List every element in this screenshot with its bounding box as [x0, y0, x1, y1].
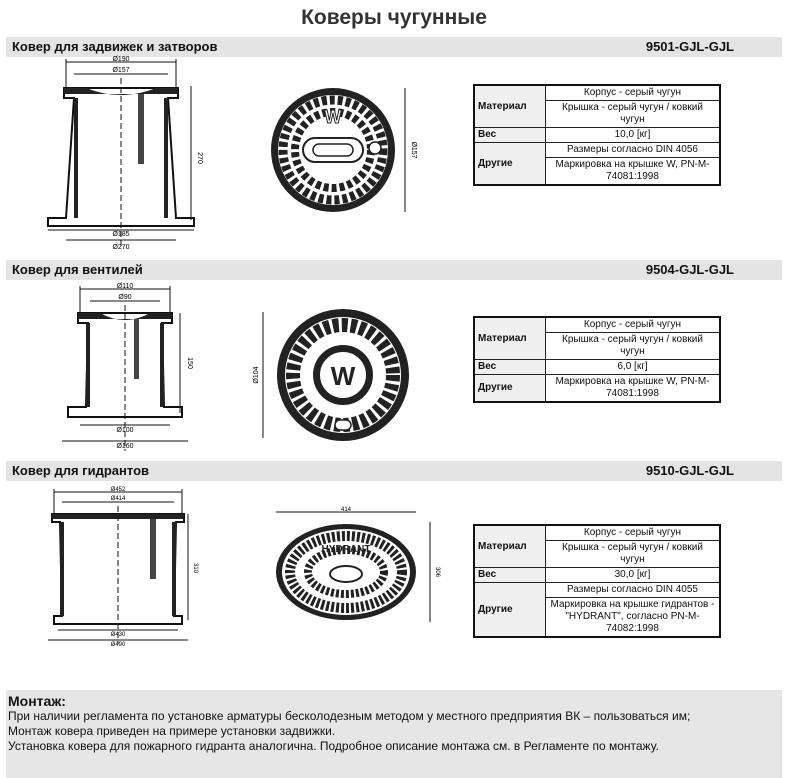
section-header-gate-box: [6, 260, 782, 280]
side-drawing-gate-box: [50, 285, 200, 455]
dim-plan: Ø104: [253, 366, 260, 384]
dim-bottom-inner: Ø185: [112, 231, 130, 238]
lid-plan-hydrant-box: [270, 508, 450, 628]
lid-plan-valve-box: [265, 78, 415, 228]
spec-value: Корпус - серый чугун: [546, 317, 721, 333]
spec-table: [473, 316, 721, 403]
dim-height: 310: [192, 562, 198, 574]
spec-key: Вес: [474, 568, 546, 583]
spec-value: 6,0 [кг]: [546, 360, 721, 375]
spec-key: Материал: [474, 317, 546, 360]
spec-row-weight: [474, 128, 720, 143]
dim-height: 270: [196, 152, 203, 164]
spec-row-material: [474, 317, 720, 333]
spec-table: [473, 84, 721, 186]
spec-value: 10,0 [кг]: [546, 128, 721, 143]
spec-value: Маркировка на крышке W, PN-M-74081:1998: [546, 375, 721, 403]
dim-top-outer: Ø110: [116, 283, 134, 290]
spec-value: 30,0 [кг]: [546, 568, 721, 583]
mounting-line: При наличии регламента по установке арматуры бесколодезным методом у местного предприятия ВК – пользоваться им;: [8, 709, 691, 723]
dim-bottom-outer: Ø160: [116, 443, 134, 450]
mounting-notes: [6, 690, 782, 778]
spec-key: Другие: [474, 583, 546, 638]
side-drawing-hydrant-box: [38, 488, 198, 648]
section-title: Ковер для гидрантов: [12, 463, 149, 478]
dim-top-outer: Ø190: [112, 56, 130, 63]
section-header-valve-box: [6, 37, 782, 57]
spec-value: Маркировка на крышке W, PN-M-74081:1998: [546, 158, 721, 186]
lid-mark-w: W: [330, 361, 356, 391]
dim-bottom-outer: Ø270: [112, 244, 130, 251]
spec-key: Другие: [474, 375, 546, 403]
dim-plan-width: 414: [340, 507, 352, 513]
spec-row-material: [474, 525, 720, 541]
lid-mark-w: W: [324, 107, 342, 127]
mounting-line: Установка ковера для пожарного гидранта аналогична. Подробное описание монтажа см. в Регламенте по монтажу.: [8, 739, 659, 753]
dim-plan: Ø157: [410, 141, 417, 159]
spec-key: Материал: [474, 525, 546, 568]
spec-value: Крышка - серый чугун / ковкий чугун: [546, 333, 721, 360]
spec-value: Крышка - серый чугун / ковкий чугун: [546, 101, 721, 128]
mounting-line: Монтаж ковера приведен на примере установки задвижки.: [8, 724, 336, 738]
lid-plan-gate-box: [255, 300, 415, 450]
spec-value: Корпус - серый чугун: [546, 85, 721, 101]
page-title: Коверы чугунные: [301, 6, 487, 29]
section-header-hydrant-box: [6, 461, 782, 481]
spec-key: Другие: [474, 143, 546, 186]
spec-value: Размеры согласно DIN 4056: [546, 143, 721, 158]
spec-key: Материал: [474, 85, 546, 128]
dim-bottom-inner: Ø100: [116, 427, 134, 434]
lid-mark-hydrant: HYDRANT: [321, 544, 371, 555]
section-title: Ковер для задвижек и затворов: [12, 39, 218, 54]
spec-row-weight: [474, 568, 720, 583]
product-code: 9504-GJL-GJL: [645, 262, 734, 277]
mounting-heading: Монтаж:: [8, 693, 66, 709]
spec-value: Размеры согласно DIN 4055: [546, 583, 721, 598]
product-code: 9501-GJL-GJL: [645, 39, 734, 54]
dim-height: 150: [186, 357, 193, 369]
spec-value: Крышка - серый чугун / ковкий чугун: [546, 541, 721, 568]
section-title: Ковер для вентилей: [12, 262, 143, 277]
product-code: 9510-GJL-GJL: [645, 463, 734, 478]
spec-table: [473, 524, 721, 638]
spec-row-material: [474, 85, 720, 101]
spec-value: Корпус - серый чугун: [546, 525, 721, 541]
spec-key: Вес: [474, 128, 546, 143]
spec-row-other: [474, 375, 720, 403]
dim-top-inner: Ø414: [110, 496, 126, 502]
dim-top-inner: Ø90: [118, 294, 132, 301]
dim-top-inner: Ø157: [112, 67, 130, 74]
spec-key: Вес: [474, 360, 546, 375]
dim-bottom-inner: Ø430: [110, 632, 126, 638]
spec-row-other: [474, 583, 720, 598]
spec-row-weight: [474, 360, 720, 375]
spec-value: Маркировка на крышке гидрантов - "HYDRANT", согласно PN-M-74082:1998: [546, 598, 721, 638]
dim-bottom-outer: Ø490: [110, 642, 126, 648]
side-drawing-valve-box: [36, 58, 206, 253]
dim-plan-height: 306: [434, 566, 440, 578]
dim-top-outer: Ø452: [110, 487, 126, 493]
spec-row-other: [474, 143, 720, 158]
